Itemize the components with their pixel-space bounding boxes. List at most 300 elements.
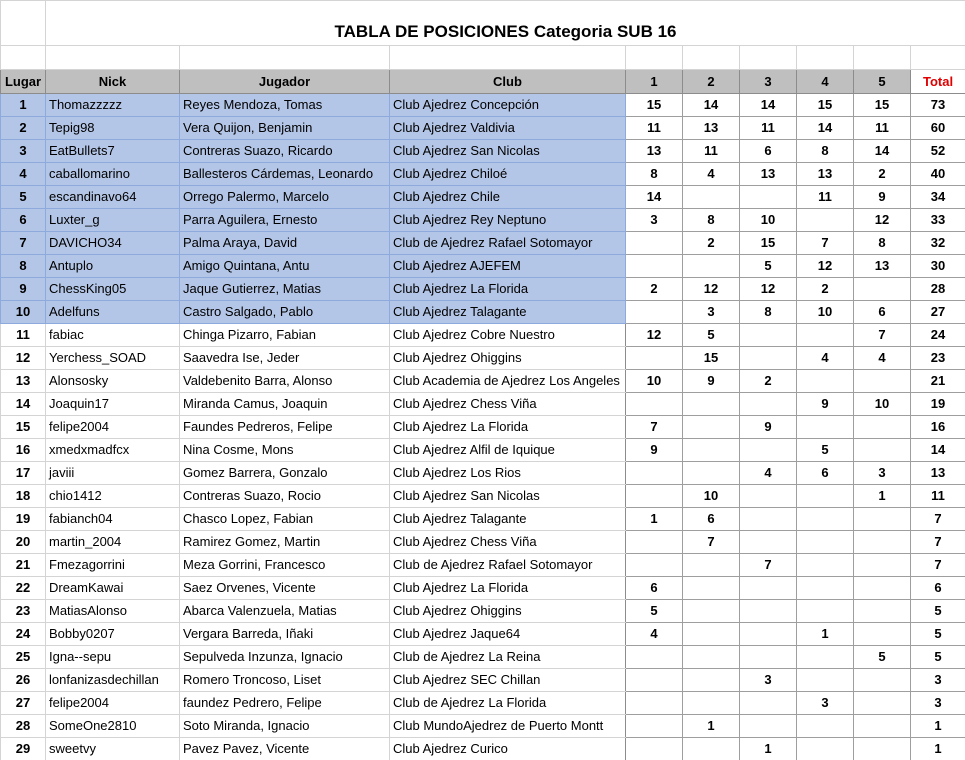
cell-round-4[interactable] <box>797 646 854 669</box>
cell-nick[interactable]: DreamKawai <box>46 577 180 600</box>
cell-round-5[interactable]: 1 <box>854 485 911 508</box>
cell-jugador[interactable]: Amigo Quintana, Antu <box>180 255 390 278</box>
cell-jugador[interactable]: Chinga Pizarro, Fabian <box>180 324 390 347</box>
cell-round-3[interactable] <box>740 577 797 600</box>
cell-jugador[interactable]: Castro Salgado, Pablo <box>180 301 390 324</box>
cell-round-4[interactable]: 14 <box>797 117 854 140</box>
cell-jugador[interactable]: Vergara Barreda, Iñaki <box>180 623 390 646</box>
cell-club[interactable]: Club MundoAjedrez de Puerto Montt <box>390 715 626 738</box>
cell-lugar[interactable]: 11 <box>1 324 46 347</box>
cell-total[interactable]: 21 <box>911 370 965 393</box>
cell-round-2[interactable]: 13 <box>683 117 740 140</box>
cell-total[interactable]: 1 <box>911 738 965 760</box>
cell-total[interactable]: 1 <box>911 715 965 738</box>
cell-round-1[interactable] <box>626 347 683 370</box>
header-nick[interactable]: Nick <box>46 70 180 94</box>
cell-club[interactable]: Club Ajedrez Los Rios <box>390 462 626 485</box>
cell-round-3[interactable] <box>740 393 797 416</box>
cell-round-1[interactable]: 5 <box>626 600 683 623</box>
cell-round-2[interactable] <box>683 738 740 760</box>
cell-nick[interactable]: DAVICHO34 <box>46 232 180 255</box>
cell-total[interactable]: 6 <box>911 577 965 600</box>
cell-lugar[interactable]: 3 <box>1 140 46 163</box>
cell-club[interactable]: Club Ajedrez Chiloé <box>390 163 626 186</box>
cell-round-3[interactable]: 12 <box>740 278 797 301</box>
cell-lugar[interactable]: 15 <box>1 416 46 439</box>
empty-cell[interactable] <box>740 46 797 70</box>
cell-round-1[interactable]: 2 <box>626 278 683 301</box>
cell-total[interactable]: 16 <box>911 416 965 439</box>
cell-lugar[interactable]: 9 <box>1 278 46 301</box>
cell-total[interactable]: 7 <box>911 531 965 554</box>
cell-nick[interactable]: lonfanizasdechillan <box>46 669 180 692</box>
cell-total[interactable]: 23 <box>911 347 965 370</box>
cell-club[interactable]: Club Ajedrez Ohiggins <box>390 600 626 623</box>
cell-round-5[interactable] <box>854 577 911 600</box>
cell-round-5[interactable] <box>854 439 911 462</box>
cell-club[interactable]: Club Ajedrez Alfil de Iquique <box>390 439 626 462</box>
header-round-3[interactable]: 3 <box>740 70 797 94</box>
cell-total[interactable]: 11 <box>911 485 965 508</box>
cell-round-4[interactable]: 1 <box>797 623 854 646</box>
cell-round-2[interactable]: 11 <box>683 140 740 163</box>
cell-jugador[interactable]: Jaque Gutierrez, Matias <box>180 278 390 301</box>
cell-round-2[interactable] <box>683 669 740 692</box>
cell-round-1[interactable]: 11 <box>626 117 683 140</box>
cell-round-1[interactable] <box>626 485 683 508</box>
cell-round-1[interactable]: 12 <box>626 324 683 347</box>
cell-total[interactable]: 40 <box>911 163 965 186</box>
cell-lugar[interactable]: 19 <box>1 508 46 531</box>
cell-nick[interactable]: fabiac <box>46 324 180 347</box>
cell-round-2[interactable]: 9 <box>683 370 740 393</box>
cell-round-3[interactable]: 15 <box>740 232 797 255</box>
cell-round-2[interactable]: 14 <box>683 94 740 117</box>
cell-total[interactable]: 24 <box>911 324 965 347</box>
empty-cell[interactable] <box>390 46 626 70</box>
cell-nick[interactable]: chio1412 <box>46 485 180 508</box>
cell-round-2[interactable]: 15 <box>683 347 740 370</box>
cell-total[interactable]: 27 <box>911 301 965 324</box>
cell-round-5[interactable]: 13 <box>854 255 911 278</box>
cell-round-5[interactable]: 8 <box>854 232 911 255</box>
cell-lugar[interactable]: 4 <box>1 163 46 186</box>
cell-club[interactable]: Club Academia de Ajedrez Los Angeles <box>390 370 626 393</box>
cell-round-1[interactable]: 14 <box>626 186 683 209</box>
header-round-5[interactable]: 5 <box>854 70 911 94</box>
cell-club[interactable]: Club de Ajedrez La Reina <box>390 646 626 669</box>
header-club[interactable]: Club <box>390 70 626 94</box>
cell-jugador[interactable]: Saavedra Ise, Jeder <box>180 347 390 370</box>
header-lugar[interactable]: Lugar <box>1 70 46 94</box>
cell-jugador[interactable]: Pavez Pavez, Vicente <box>180 738 390 760</box>
cell-round-1[interactable] <box>626 462 683 485</box>
cell-lugar[interactable]: 24 <box>1 623 46 646</box>
cell-round-5[interactable]: 15 <box>854 94 911 117</box>
cell-round-3[interactable] <box>740 186 797 209</box>
cell-total[interactable]: 3 <box>911 692 965 715</box>
cell-round-1[interactable]: 4 <box>626 623 683 646</box>
cell-lugar[interactable]: 26 <box>1 669 46 692</box>
cell-club[interactable]: Club de Ajedrez Rafael Sotomayor <box>390 554 626 577</box>
cell-total[interactable]: 5 <box>911 623 965 646</box>
cell-lugar[interactable]: 13 <box>1 370 46 393</box>
cell-round-4[interactable]: 10 <box>797 301 854 324</box>
cell-round-1[interactable]: 6 <box>626 577 683 600</box>
cell-round-5[interactable]: 6 <box>854 301 911 324</box>
header-round-2[interactable]: 2 <box>683 70 740 94</box>
cell-round-4[interactable]: 2 <box>797 278 854 301</box>
cell-nick[interactable]: Luxter_g <box>46 209 180 232</box>
cell-round-2[interactable]: 6 <box>683 508 740 531</box>
cell-round-4[interactable]: 7 <box>797 232 854 255</box>
cell-round-2[interactable]: 10 <box>683 485 740 508</box>
cell-round-3[interactable] <box>740 646 797 669</box>
cell-round-1[interactable]: 15 <box>626 94 683 117</box>
cell-round-1[interactable]: 7 <box>626 416 683 439</box>
cell-round-5[interactable] <box>854 416 911 439</box>
empty-cell[interactable] <box>626 46 683 70</box>
cell-nick[interactable]: SomeOne2810 <box>46 715 180 738</box>
cell-round-5[interactable] <box>854 692 911 715</box>
cell-total[interactable]: 28 <box>911 278 965 301</box>
cell-lugar[interactable]: 25 <box>1 646 46 669</box>
cell-jugador[interactable]: Orrego Palermo, Marcelo <box>180 186 390 209</box>
cell-round-3[interactable] <box>740 347 797 370</box>
cell-jugador[interactable]: Faundes Pedreros, Felipe <box>180 416 390 439</box>
cell-round-3[interactable] <box>740 485 797 508</box>
cell-round-4[interactable] <box>797 508 854 531</box>
cell-round-1[interactable]: 10 <box>626 370 683 393</box>
cell-round-4[interactable] <box>797 324 854 347</box>
cell-club[interactable]: Club Ajedrez Concepción <box>390 94 626 117</box>
cell-round-2[interactable]: 1 <box>683 715 740 738</box>
cell-jugador[interactable]: Palma Araya, David <box>180 232 390 255</box>
cell-round-5[interactable] <box>854 554 911 577</box>
cell-nick[interactable]: felipe2004 <box>46 416 180 439</box>
cell-total[interactable]: 30 <box>911 255 965 278</box>
cell-nick[interactable]: fabianch04 <box>46 508 180 531</box>
cell-jugador[interactable]: Parra Aguilera, Ernesto <box>180 209 390 232</box>
cell-jugador[interactable]: Gomez Barrera, Gonzalo <box>180 462 390 485</box>
empty-cell[interactable] <box>854 46 911 70</box>
cell-nick[interactable]: ChessKing05 <box>46 278 180 301</box>
cell-jugador[interactable]: Miranda Camus, Joaquin <box>180 393 390 416</box>
cell-jugador[interactable]: Valdebenito Barra, Alonso <box>180 370 390 393</box>
cell-round-4[interactable]: 13 <box>797 163 854 186</box>
cell-round-5[interactable]: 7 <box>854 324 911 347</box>
cell-nick[interactable]: caballomarino <box>46 163 180 186</box>
cell-club[interactable]: Club Ajedrez Jaque64 <box>390 623 626 646</box>
cell-nick[interactable]: Yerchess_SOAD <box>46 347 180 370</box>
cell-jugador[interactable]: Chasco Lopez, Fabian <box>180 508 390 531</box>
cell-total[interactable]: 19 <box>911 393 965 416</box>
cell-round-4[interactable]: 5 <box>797 439 854 462</box>
cell-round-5[interactable]: 9 <box>854 186 911 209</box>
cell-round-5[interactable] <box>854 531 911 554</box>
cell-round-5[interactable]: 4 <box>854 347 911 370</box>
cell-jugador[interactable]: Vera Quijon, Benjamin <box>180 117 390 140</box>
cell-total[interactable]: 73 <box>911 94 965 117</box>
cell-nick[interactable]: Bobby0207 <box>46 623 180 646</box>
cell-club[interactable]: Club Ajedrez Rey Neptuno <box>390 209 626 232</box>
cell-round-3[interactable]: 13 <box>740 163 797 186</box>
cell-nick[interactable]: Tepig98 <box>46 117 180 140</box>
cell-jugador[interactable]: Sepulveda Inzunza, Ignacio <box>180 646 390 669</box>
cell-round-3[interactable]: 11 <box>740 117 797 140</box>
title-left-cell[interactable] <box>1 1 46 46</box>
cell-round-2[interactable] <box>683 439 740 462</box>
cell-total[interactable]: 3 <box>911 669 965 692</box>
cell-total[interactable]: 32 <box>911 232 965 255</box>
cell-jugador[interactable]: Saez Orvenes, Vicente <box>180 577 390 600</box>
cell-nick[interactable]: felipe2004 <box>46 692 180 715</box>
cell-round-2[interactable] <box>683 692 740 715</box>
cell-jugador[interactable]: Contreras Suazo, Rocio <box>180 485 390 508</box>
cell-round-4[interactable]: 8 <box>797 140 854 163</box>
cell-round-5[interactable] <box>854 669 911 692</box>
empty-cell[interactable] <box>180 46 390 70</box>
cell-lugar[interactable]: 27 <box>1 692 46 715</box>
empty-cell[interactable] <box>683 46 740 70</box>
cell-round-3[interactable]: 5 <box>740 255 797 278</box>
cell-total[interactable]: 14 <box>911 439 965 462</box>
cell-nick[interactable]: Joaquin17 <box>46 393 180 416</box>
cell-round-2[interactable]: 4 <box>683 163 740 186</box>
cell-round-5[interactable] <box>854 623 911 646</box>
cell-nick[interactable]: escandinavo64 <box>46 186 180 209</box>
cell-round-3[interactable] <box>740 508 797 531</box>
cell-round-2[interactable]: 8 <box>683 209 740 232</box>
cell-round-1[interactable]: 13 <box>626 140 683 163</box>
empty-cell[interactable] <box>911 46 965 70</box>
cell-round-2[interactable] <box>683 186 740 209</box>
cell-nick[interactable]: Igna--sepu <box>46 646 180 669</box>
cell-round-2[interactable] <box>683 600 740 623</box>
cell-total[interactable]: 13 <box>911 462 965 485</box>
cell-jugador[interactable]: Nina Cosme, Mons <box>180 439 390 462</box>
cell-round-3[interactable]: 6 <box>740 140 797 163</box>
cell-club[interactable]: Club Ajedrez La Florida <box>390 577 626 600</box>
cell-jugador[interactable]: Ballesteros Cárdemas, Leonardo <box>180 163 390 186</box>
cell-nick[interactable]: Antuplo <box>46 255 180 278</box>
cell-round-5[interactable]: 14 <box>854 140 911 163</box>
cell-club[interactable]: Club Ajedrez Cobre Nuestro <box>390 324 626 347</box>
cell-round-3[interactable]: 4 <box>740 462 797 485</box>
cell-round-1[interactable] <box>626 646 683 669</box>
cell-club[interactable]: Club Ajedrez Talagante <box>390 301 626 324</box>
cell-round-4[interactable] <box>797 531 854 554</box>
cell-lugar[interactable]: 2 <box>1 117 46 140</box>
cell-total[interactable]: 7 <box>911 508 965 531</box>
cell-round-4[interactable] <box>797 669 854 692</box>
cell-club[interactable]: Club Ajedrez Talagante <box>390 508 626 531</box>
cell-round-2[interactable]: 2 <box>683 232 740 255</box>
cell-round-2[interactable] <box>683 393 740 416</box>
cell-round-5[interactable] <box>854 278 911 301</box>
cell-round-1[interactable]: 9 <box>626 439 683 462</box>
empty-cell[interactable] <box>1 46 46 70</box>
cell-nick[interactable]: Alonsosky <box>46 370 180 393</box>
cell-round-1[interactable] <box>626 531 683 554</box>
cell-round-5[interactable] <box>854 508 911 531</box>
cell-round-4[interactable] <box>797 577 854 600</box>
empty-cell[interactable] <box>46 46 180 70</box>
cell-round-1[interactable] <box>626 301 683 324</box>
cell-round-1[interactable] <box>626 715 683 738</box>
cell-total[interactable]: 5 <box>911 600 965 623</box>
cell-round-3[interactable]: 7 <box>740 554 797 577</box>
cell-round-4[interactable]: 9 <box>797 393 854 416</box>
cell-nick[interactable]: MatiasAlonso <box>46 600 180 623</box>
cell-club[interactable]: Club Ajedrez San Nicolas <box>390 485 626 508</box>
cell-round-4[interactable] <box>797 485 854 508</box>
cell-round-2[interactable]: 7 <box>683 531 740 554</box>
cell-club[interactable]: Club Ajedrez La Florida <box>390 278 626 301</box>
cell-round-5[interactable] <box>854 738 911 760</box>
cell-round-4[interactable] <box>797 370 854 393</box>
cell-total[interactable]: 7 <box>911 554 965 577</box>
cell-round-5[interactable] <box>854 600 911 623</box>
cell-round-2[interactable]: 5 <box>683 324 740 347</box>
cell-round-3[interactable] <box>740 324 797 347</box>
cell-round-5[interactable]: 11 <box>854 117 911 140</box>
cell-lugar[interactable]: 28 <box>1 715 46 738</box>
cell-club[interactable]: Club Ajedrez Chile <box>390 186 626 209</box>
header-total[interactable]: Total <box>911 70 965 94</box>
cell-round-4[interactable] <box>797 554 854 577</box>
cell-jugador[interactable]: Contreras Suazo, Ricardo <box>180 140 390 163</box>
cell-club[interactable]: Club Ajedrez Curico <box>390 738 626 760</box>
cell-lugar[interactable]: 8 <box>1 255 46 278</box>
cell-round-4[interactable]: 4 <box>797 347 854 370</box>
cell-lugar[interactable]: 7 <box>1 232 46 255</box>
header-round-1[interactable]: 1 <box>626 70 683 94</box>
cell-lugar[interactable]: 17 <box>1 462 46 485</box>
cell-round-1[interactable]: 3 <box>626 209 683 232</box>
cell-round-4[interactable] <box>797 600 854 623</box>
cell-round-1[interactable] <box>626 738 683 760</box>
cell-total[interactable]: 34 <box>911 186 965 209</box>
cell-club[interactable]: Club Ajedrez SEC Chillan <box>390 669 626 692</box>
cell-round-1[interactable] <box>626 669 683 692</box>
cell-round-2[interactable] <box>683 646 740 669</box>
cell-total[interactable]: 52 <box>911 140 965 163</box>
cell-nick[interactable]: Adelfuns <box>46 301 180 324</box>
cell-round-1[interactable]: 8 <box>626 163 683 186</box>
cell-round-4[interactable] <box>797 416 854 439</box>
cell-round-3[interactable]: 2 <box>740 370 797 393</box>
cell-round-3[interactable] <box>740 531 797 554</box>
cell-club[interactable]: Club de Ajedrez La Florida <box>390 692 626 715</box>
cell-round-2[interactable]: 12 <box>683 278 740 301</box>
cell-round-5[interactable]: 10 <box>854 393 911 416</box>
cell-lugar[interactable]: 20 <box>1 531 46 554</box>
cell-nick[interactable]: Thomazzzzz <box>46 94 180 117</box>
cell-club[interactable]: Club Ajedrez AJEFEM <box>390 255 626 278</box>
cell-round-1[interactable] <box>626 692 683 715</box>
cell-nick[interactable]: Fmezagorrini <box>46 554 180 577</box>
cell-round-3[interactable]: 1 <box>740 738 797 760</box>
cell-round-2[interactable] <box>683 255 740 278</box>
header-jugador[interactable]: Jugador <box>180 70 390 94</box>
cell-round-2[interactable] <box>683 416 740 439</box>
cell-lugar[interactable]: 10 <box>1 301 46 324</box>
cell-round-4[interactable]: 12 <box>797 255 854 278</box>
cell-club[interactable]: Club Ajedrez Chess Viña <box>390 531 626 554</box>
cell-jugador[interactable]: Abarca Valenzuela, Matias <box>180 600 390 623</box>
cell-round-3[interactable]: 3 <box>740 669 797 692</box>
cell-lugar[interactable]: 22 <box>1 577 46 600</box>
cell-round-3[interactable]: 14 <box>740 94 797 117</box>
cell-round-1[interactable] <box>626 255 683 278</box>
cell-jugador[interactable]: Soto Miranda, Ignacio <box>180 715 390 738</box>
cell-round-3[interactable]: 9 <box>740 416 797 439</box>
cell-round-3[interactable] <box>740 715 797 738</box>
cell-club[interactable]: Club Ajedrez Valdivia <box>390 117 626 140</box>
cell-round-4[interactable] <box>797 715 854 738</box>
cell-round-4[interactable]: 6 <box>797 462 854 485</box>
cell-jugador[interactable]: Meza Gorrini, Francesco <box>180 554 390 577</box>
cell-lugar[interactable]: 23 <box>1 600 46 623</box>
cell-lugar[interactable]: 6 <box>1 209 46 232</box>
cell-nick[interactable]: martin_2004 <box>46 531 180 554</box>
cell-club[interactable]: Club Ajedrez La Florida <box>390 416 626 439</box>
cell-round-2[interactable] <box>683 623 740 646</box>
cell-round-5[interactable] <box>854 715 911 738</box>
cell-jugador[interactable]: faundez Pedrero, Felipe <box>180 692 390 715</box>
cell-lugar[interactable]: 18 <box>1 485 46 508</box>
cell-nick[interactable]: javiii <box>46 462 180 485</box>
empty-cell[interactable] <box>797 46 854 70</box>
cell-round-5[interactable] <box>854 370 911 393</box>
cell-jugador[interactable]: Romero Troncoso, Liset <box>180 669 390 692</box>
cell-round-1[interactable] <box>626 232 683 255</box>
cell-round-3[interactable] <box>740 692 797 715</box>
cell-club[interactable]: Club Ajedrez Ohiggins <box>390 347 626 370</box>
cell-round-2[interactable] <box>683 577 740 600</box>
cell-lugar[interactable]: 29 <box>1 738 46 760</box>
cell-round-5[interactable]: 3 <box>854 462 911 485</box>
cell-round-5[interactable]: 2 <box>854 163 911 186</box>
cell-total[interactable]: 60 <box>911 117 965 140</box>
cell-lugar[interactable]: 12 <box>1 347 46 370</box>
cell-club[interactable]: Club de Ajedrez Rafael Sotomayor <box>390 232 626 255</box>
page-title[interactable]: TABLA DE POSICIONES Categoria SUB 16 <box>46 1 965 46</box>
cell-round-2[interactable] <box>683 554 740 577</box>
cell-club[interactable]: Club Ajedrez Chess Viña <box>390 393 626 416</box>
header-round-4[interactable]: 4 <box>797 70 854 94</box>
cell-lugar[interactable]: 14 <box>1 393 46 416</box>
cell-round-4[interactable]: 15 <box>797 94 854 117</box>
cell-round-4[interactable] <box>797 209 854 232</box>
cell-round-3[interactable]: 8 <box>740 301 797 324</box>
cell-total[interactable]: 33 <box>911 209 965 232</box>
cell-nick[interactable]: EatBullets7 <box>46 140 180 163</box>
cell-lugar[interactable]: 16 <box>1 439 46 462</box>
cell-round-5[interactable]: 5 <box>854 646 911 669</box>
cell-round-3[interactable] <box>740 439 797 462</box>
cell-lugar[interactable]: 21 <box>1 554 46 577</box>
cell-round-5[interactable]: 12 <box>854 209 911 232</box>
cell-jugador[interactable]: Ramirez Gomez, Martin <box>180 531 390 554</box>
cell-club[interactable]: Club Ajedrez San Nicolas <box>390 140 626 163</box>
cell-round-2[interactable]: 3 <box>683 301 740 324</box>
cell-round-4[interactable] <box>797 738 854 760</box>
cell-round-2[interactable] <box>683 462 740 485</box>
cell-nick[interactable]: sweetvy <box>46 738 180 760</box>
cell-round-1[interactable] <box>626 393 683 416</box>
